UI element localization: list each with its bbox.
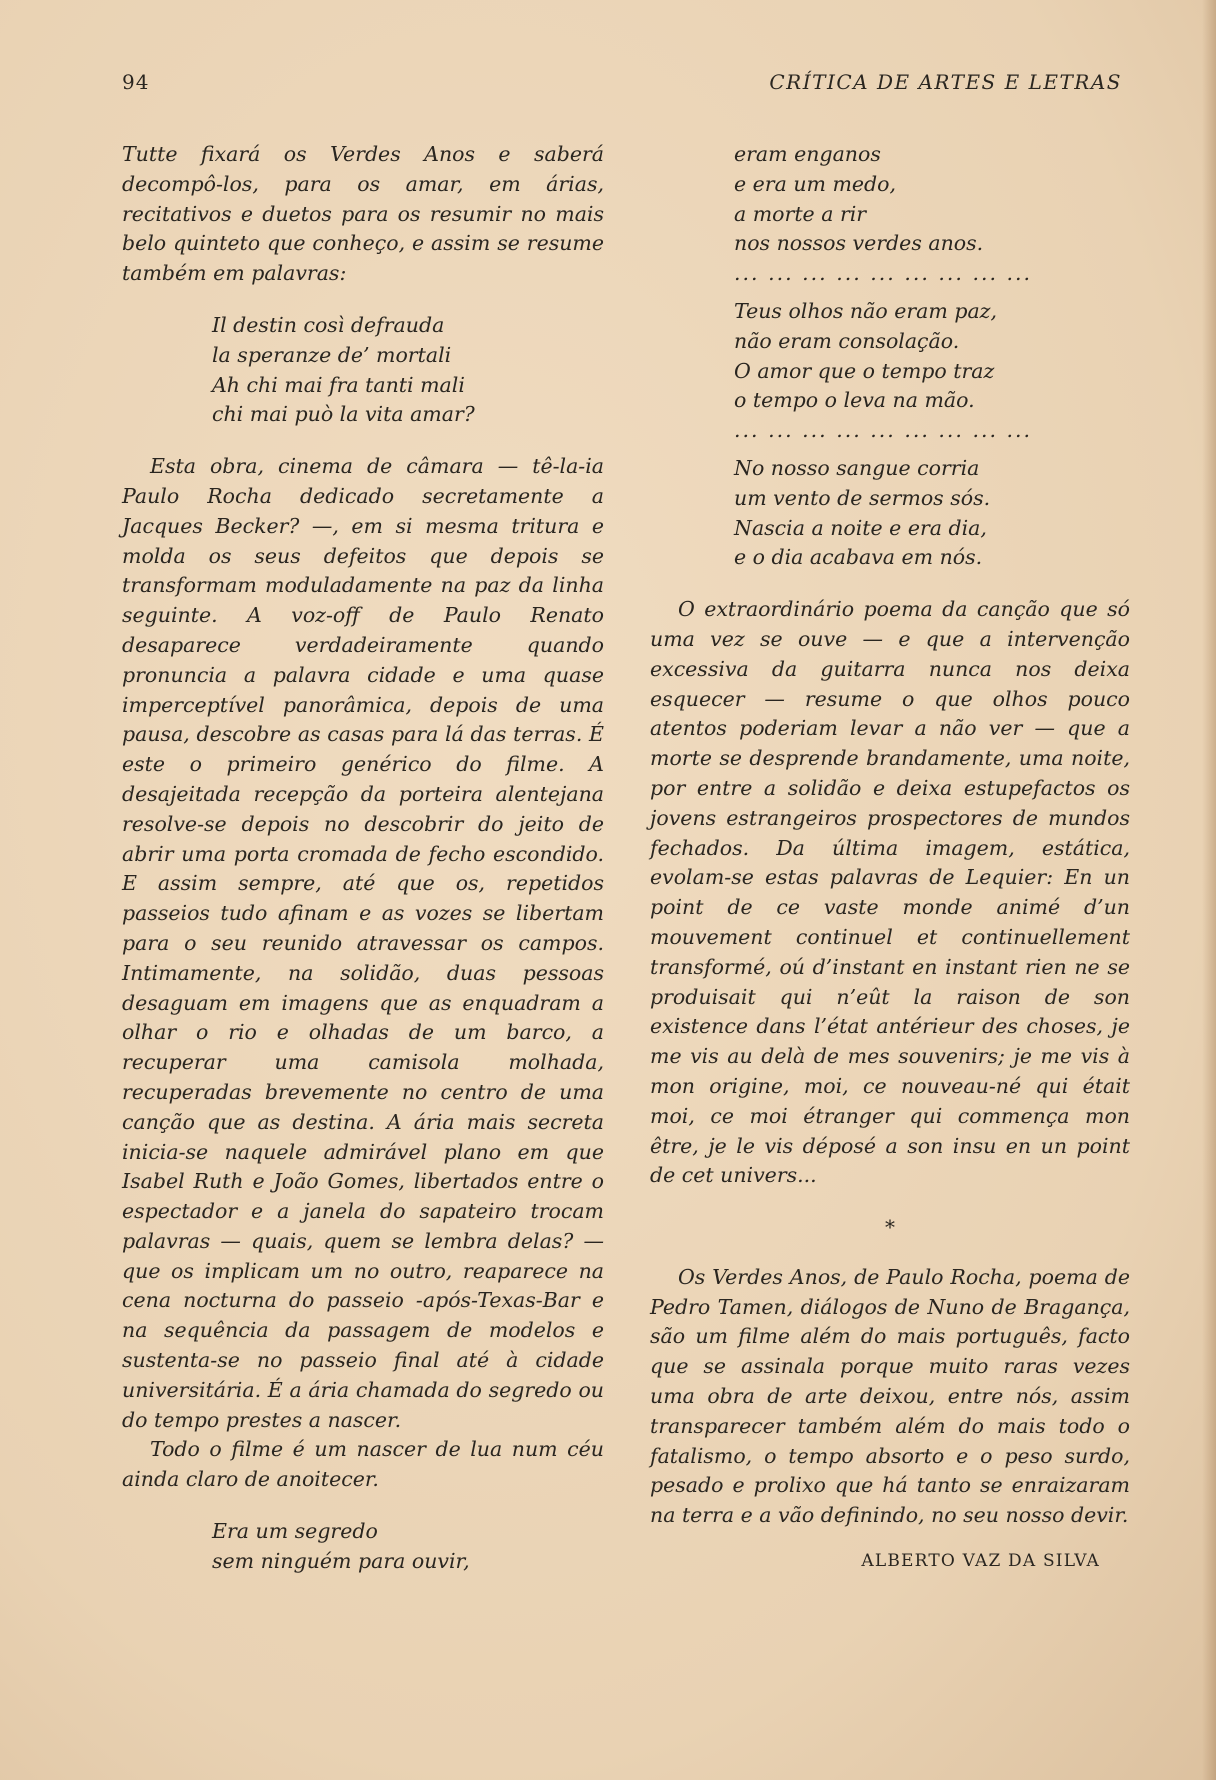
verse-line: um vento de sermos sós. bbox=[734, 485, 991, 510]
song-verse bbox=[734, 140, 1130, 573]
paragraph-main: Esta obra, cinema de câmara — tê-la-ia Paulo Rocha dedicado secretamente a Jacques Becker? —, em si mesma tritura e molda os seus defeitos que depois se transformam moduladamente na paz da linha seguinte. A voz-off de Paulo Renato desaparece verdadeiramente quando pronuncia a palavra cidade e uma quase imperceptível panorâmica, depois de uma pausa, descobre as casas para lá das terras. É este o primeiro genérico do filme. A desajeitada recepção da porteira alentejana resolve-se depois no descobrir do jeito de abrir uma porta cromada de fecho escondido. E assim sempre, até que os, repetidos passeios tudo afinam e as vozes se libertam para o seu reunido atravessar os campos. Intimamente, na solidão, duas pessoas desaguam em imagens que as enquadram a olhar o rio e olhadas de um barco, a recuperar uma camisola molhada, recuperadas brevemente no centro de uma canção que as destina. A ária mais secreta inicia-se naquele admirável plano em que Isabel Ruth e João Gomes, libertados entre o espectador e a janela do sapateiro trocam palavras — quais, quem se lembra delas? — que os implicam um no outro, reaparece na cena nocturna do passeio -após-Texas-Bar e na sequência da passagem de modelos e sustenta-se no passeio final até à cidade universitária. É a ária chamada do segredo ou do tempo prestes a nascer. bbox=[122, 454, 604, 1432]
verse-line: a morte a rir bbox=[734, 201, 867, 226]
verse-line: Il destin così defrauda bbox=[212, 312, 445, 337]
page-header bbox=[122, 64, 1122, 100]
verse-line: Nascia a noite e era dia, bbox=[734, 515, 987, 540]
running-title: CRÍTICA DE ARTES E LETRAS bbox=[769, 70, 1122, 94]
left-column bbox=[122, 140, 604, 1577]
stanza-1 bbox=[734, 140, 1130, 289]
ellipsis-line: ... ... ... ... ... ... ... ... ... bbox=[734, 261, 1033, 286]
section-separator: * bbox=[885, 1215, 895, 1240]
verse-line: O amor que o tempo traz bbox=[734, 358, 995, 383]
verse-line: No nosso sangue corria bbox=[734, 455, 980, 480]
verse-line: la speranze de’ mortali bbox=[212, 342, 452, 367]
ellipsis-line: ... ... ... ... ... ... ... ... ... bbox=[734, 418, 1033, 443]
right-column bbox=[650, 140, 1130, 1577]
verse-line: Teus olhos não eram paz, bbox=[734, 298, 997, 323]
verse-line: o tempo o leva na mão. bbox=[734, 388, 975, 413]
verse-line: eram enganos bbox=[734, 142, 881, 166]
stanza-2 bbox=[734, 297, 1130, 446]
verse-line: sem ninguém para ouvir, bbox=[212, 1548, 470, 1573]
author-signature: ALBERTO VAZ DA SILVA bbox=[861, 1551, 1100, 1572]
stanza-3 bbox=[734, 454, 1130, 573]
paragraph-intro: Tutte fixará os Verdes Anos e saberá decompô-los, para os amar, em árias, recitativos e duetos para os resumir no mais belo quinteto que conheço, e assim se resume também em palavras: bbox=[122, 142, 604, 286]
verse-line: e o dia acabava em nós. bbox=[734, 545, 983, 570]
verse-line: não eram consolação. bbox=[734, 328, 960, 353]
paragraph-poem-analysis: O extraordinário poema da canção que só uma vez se ouve — e que a intervenção excessiva da guitarra nunca nos deixa esquecer — resume o que olhos pouco atentos poderiam levar a não ver — que a morte se desprende brandamente, uma noite, por entre a solidão e deixa estupefactos os jovens estrangeiros prospectores de mundos fechados. Da última imagem, estática, evolam-se estas palavras de Lequier: En un point de ce vaste monde animé d’un mouvement continuel et continuellement transformé, oú d’instant en instant rien ne se produisait qui n’eût la raison de son existence dans l’état antérieur des choses, je me vis au delà de mes souvenirs; je me vis à mon origine, moi, ce nouveau-né qui était moi, ce moi étranger qui commença mon être, je le vis déposé a son insu en un point de cet univers... bbox=[650, 597, 1130, 1188]
page-edge-shadow bbox=[1202, 0, 1216, 1780]
verse-line: Ah chi mai fra tanti mali bbox=[212, 372, 465, 397]
paragraph-moon: Todo o filme é um nascer de lua num céu ainda claro de anoitecer. bbox=[122, 1437, 604, 1492]
italian-verse bbox=[212, 311, 604, 430]
verse-line: Era um segredo bbox=[212, 1519, 378, 1544]
verse-line: chi mai può la vita amar? bbox=[212, 402, 475, 427]
page-number: 94 bbox=[122, 70, 150, 94]
paragraph-conclusion: Os Verdes Anos, de Paulo Rocha, poema de Pedro Tamen, diálogos de Nuno de Bragança, são um filme além do mais português, facto que se assinala porque muito raras vezes uma obra de arte deixou, entre nós, assim transparecer também além do mais todo o fatalismo, o tempo absorto e o peso surdo, pesado e prolixo que há tanto se enraizaram na terra e a vão definindo, no seu nosso devir. bbox=[650, 1264, 1130, 1528]
verse-line: nos nossos verdes anos. bbox=[734, 231, 984, 256]
song-verse-start bbox=[212, 1517, 604, 1577]
verse-line: e era um medo, bbox=[734, 171, 897, 196]
